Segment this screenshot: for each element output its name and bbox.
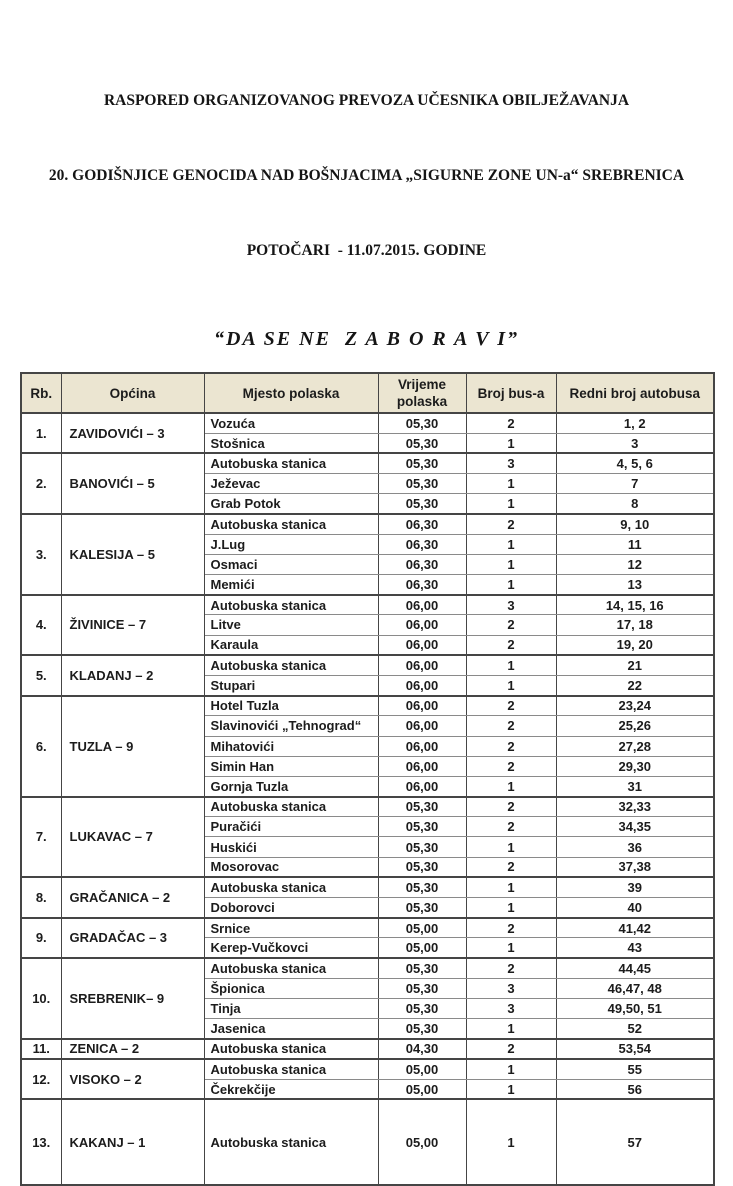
redni-cell: 19, 20: [556, 635, 714, 655]
bus-schedule-table: [20, 372, 715, 1186]
table-header: [21, 373, 714, 413]
rb-cell: 5.: [21, 655, 61, 695]
col-header-vrijeme-polaska: Vrijeme polaska: [378, 373, 466, 413]
broj-cell: 3: [466, 595, 556, 615]
col-header-opcina: Općina: [61, 373, 204, 413]
broj-cell: 3: [466, 998, 556, 1018]
opcina-cell: ZENICA – 2: [61, 1039, 204, 1059]
mjesto-cell: Karaula: [204, 635, 378, 655]
vrijeme-cell: 06,30: [378, 514, 466, 534]
rb-cell: 12.: [21, 1059, 61, 1099]
mjesto-cell: Doborovci: [204, 898, 378, 918]
mjesto-cell: Slavinovići „Tehnograd“: [204, 716, 378, 736]
mjesto-cell: Autobuska stanica: [204, 797, 378, 817]
col-header-broj-bus-a: Broj bus-a: [466, 373, 556, 413]
broj-cell: 2: [466, 958, 556, 978]
redni-cell: 29,30: [556, 756, 714, 776]
mjesto-cell: Simin Han: [204, 756, 378, 776]
opcina-cell: KAKANJ – 1: [61, 1099, 204, 1185]
broj-cell: 1: [466, 1099, 556, 1185]
broj-cell: 1: [466, 1079, 556, 1099]
redni-cell: 56: [556, 1079, 714, 1099]
rb-cell: 2.: [21, 453, 61, 514]
broj-cell: 1: [466, 554, 556, 574]
broj-cell: 2: [466, 635, 556, 655]
table-row: [21, 696, 714, 716]
broj-cell: 1: [466, 1019, 556, 1039]
redni-cell: 32,33: [556, 797, 714, 817]
rb-cell: 10.: [21, 958, 61, 1039]
vrijeme-cell: 06,30: [378, 575, 466, 595]
table-row: [21, 797, 714, 817]
mjesto-cell: Stupari: [204, 675, 378, 695]
redni-cell: 3: [556, 433, 714, 453]
broj-cell: 2: [466, 857, 556, 877]
broj-cell: 1: [466, 534, 556, 554]
redni-cell: 23,24: [556, 696, 714, 716]
vrijeme-cell: 06,00: [378, 615, 466, 635]
mjesto-cell: Kerep-Vučkovci: [204, 938, 378, 958]
table-row: [21, 918, 714, 938]
mjesto-cell: Memići: [204, 575, 378, 595]
opcina-cell: BANOVIĆI – 5: [61, 453, 204, 514]
redni-cell: 40: [556, 898, 714, 918]
col-header-mjesto-polaska: Mjesto polaska: [204, 373, 378, 413]
broj-cell: 2: [466, 1039, 556, 1059]
redni-cell: 34,35: [556, 817, 714, 837]
vrijeme-cell: 06,00: [378, 635, 466, 655]
rb-cell: 13.: [21, 1099, 61, 1185]
rb-cell: 3.: [21, 514, 61, 595]
vrijeme-cell: 05,30: [378, 817, 466, 837]
broj-cell: 2: [466, 615, 556, 635]
rb-cell: 8.: [21, 877, 61, 917]
broj-cell: 1: [466, 494, 556, 514]
vrijeme-cell: 05,30: [378, 1019, 466, 1039]
vrijeme-cell: 06,00: [378, 736, 466, 756]
vrijeme-cell: 06,30: [378, 534, 466, 554]
opcina-cell: KLADANJ – 2: [61, 655, 204, 695]
opcina-cell: ZAVIDOVIĆI – 3: [61, 413, 204, 453]
vrijeme-cell: 05,30: [378, 413, 466, 433]
mjesto-cell: Autobuska stanica: [204, 595, 378, 615]
rb-cell: 4.: [21, 595, 61, 656]
vrijeme-cell: 05,30: [378, 978, 466, 998]
document-title: [0, 0, 733, 313]
redni-cell: 44,45: [556, 958, 714, 978]
mjesto-cell: Tinja: [204, 998, 378, 1018]
vrijeme-cell: 06,00: [378, 655, 466, 675]
vrijeme-cell: 06,00: [378, 716, 466, 736]
broj-cell: 1: [466, 877, 556, 897]
broj-cell: 3: [466, 453, 556, 473]
redni-cell: 49,50, 51: [556, 998, 714, 1018]
broj-cell: 1: [466, 1059, 556, 1079]
col-header-rb: Rb.: [21, 373, 61, 413]
broj-cell: 2: [466, 817, 556, 837]
opcina-cell: SREBRENIK– 9: [61, 958, 204, 1039]
redni-cell: 14, 15, 16: [556, 595, 714, 615]
broj-cell: 2: [466, 696, 556, 716]
schedule-table-body: [21, 413, 714, 1185]
redni-cell: 57: [556, 1099, 714, 1185]
redni-cell: 25,26: [556, 716, 714, 736]
redni-cell: 1, 2: [556, 413, 714, 433]
mjesto-cell: Vozuća: [204, 413, 378, 433]
broj-cell: 3: [466, 978, 556, 998]
redni-cell: 17, 18: [556, 615, 714, 635]
vrijeme-cell: 06,00: [378, 675, 466, 695]
vrijeme-cell: 06,00: [378, 756, 466, 776]
mjesto-cell: Autobuska stanica: [204, 958, 378, 978]
redni-cell: 8: [556, 494, 714, 514]
mjesto-cell: Puračići: [204, 817, 378, 837]
opcina-cell: GRADAČAC – 3: [61, 918, 204, 958]
broj-cell: 2: [466, 918, 556, 938]
rb-cell: 9.: [21, 918, 61, 958]
mjesto-cell: J.Lug: [204, 534, 378, 554]
redni-cell: 22: [556, 675, 714, 695]
mjesto-cell: Čekrekčije: [204, 1079, 378, 1099]
vrijeme-cell: 04,30: [378, 1039, 466, 1059]
redni-cell: 31: [556, 776, 714, 796]
mjesto-cell: Huskići: [204, 837, 378, 857]
vrijeme-cell: 05,00: [378, 938, 466, 958]
table-row: [21, 514, 714, 534]
redni-cell: 55: [556, 1059, 714, 1079]
redni-cell: 13: [556, 575, 714, 595]
opcina-cell: GRAČANICA – 2: [61, 877, 204, 917]
vrijeme-cell: 05,00: [378, 1079, 466, 1099]
col-header-redni-broj-autobusa: Redni broj autobusa: [556, 373, 714, 413]
broj-cell: 2: [466, 413, 556, 433]
vrijeme-cell: 06,00: [378, 776, 466, 796]
mjesto-cell: Hotel Tuzla: [204, 696, 378, 716]
vrijeme-cell: 05,30: [378, 998, 466, 1018]
redni-cell: 21: [556, 655, 714, 675]
redni-cell: 43: [556, 938, 714, 958]
mjesto-cell: Gornja Tuzla: [204, 776, 378, 796]
broj-cell: 1: [466, 776, 556, 796]
mjesto-cell: Autobuska stanica: [204, 655, 378, 675]
broj-cell: 1: [466, 575, 556, 595]
redni-cell: 46,47, 48: [556, 978, 714, 998]
redni-cell: 7: [556, 474, 714, 494]
vrijeme-cell: 05,00: [378, 1099, 466, 1185]
table-row: [21, 1099, 714, 1185]
mjesto-cell: Autobuska stanica: [204, 1059, 378, 1079]
broj-cell: 2: [466, 716, 556, 736]
redni-cell: 12: [556, 554, 714, 574]
table-row: [21, 1059, 714, 1079]
mjesto-cell: Autobuska stanica: [204, 1099, 378, 1185]
mjesto-cell: Špionica: [204, 978, 378, 998]
broj-cell: 1: [466, 837, 556, 857]
rb-cell: 7.: [21, 797, 61, 878]
redni-cell: 4, 5, 6: [556, 453, 714, 473]
broj-cell: 1: [466, 474, 556, 494]
vrijeme-cell: 05,30: [378, 958, 466, 978]
mjesto-cell: Autobuska stanica: [204, 877, 378, 897]
broj-cell: 1: [466, 938, 556, 958]
opcina-cell: LUKAVAC – 7: [61, 797, 204, 878]
rb-cell: 11.: [21, 1039, 61, 1059]
header-row: [21, 373, 714, 413]
table-row: [21, 413, 714, 433]
mjesto-cell: Osmaci: [204, 554, 378, 574]
vrijeme-cell: 06,00: [378, 696, 466, 716]
redni-cell: 11: [556, 534, 714, 554]
broj-cell: 2: [466, 514, 556, 534]
vrijeme-cell: 05,30: [378, 474, 466, 494]
mjesto-cell: Stošnica: [204, 433, 378, 453]
broj-cell: 2: [466, 736, 556, 756]
title-line-1: RASPORED ORGANIZOVANOG PREVOZA UČESNIKA OBILJEŽAVANJA: [103, 92, 630, 109]
mjesto-cell: Jasenica: [204, 1019, 378, 1039]
redni-cell: 39: [556, 877, 714, 897]
mjesto-cell: Grab Potok: [204, 494, 378, 514]
vrijeme-cell: 05,30: [378, 797, 466, 817]
table-row: [21, 655, 714, 675]
mjesto-cell: Autobuska stanica: [204, 453, 378, 473]
redni-cell: 41,42: [556, 918, 714, 938]
vrijeme-cell: 05,30: [378, 898, 466, 918]
redni-cell: 52: [556, 1019, 714, 1039]
rb-cell: 1.: [21, 413, 61, 453]
redni-cell: 36: [556, 837, 714, 857]
mjesto-cell: Ježevac: [204, 474, 378, 494]
opcina-cell: KALESIJA – 5: [61, 514, 204, 595]
table-row: [21, 1039, 714, 1059]
title-line-2: 20. GODIŠNJICE GENOCIDA NAD BOŠNJACIMA „SIGURNE ZONE UN-a“ SREBRENICA: [48, 167, 685, 184]
redni-cell: 27,28: [556, 736, 714, 756]
vrijeme-cell: 05,30: [378, 453, 466, 473]
title-line-3: POTOČARI - 11.07.2015. GODINE: [246, 242, 487, 259]
broj-cell: 2: [466, 756, 556, 776]
vrijeme-cell: 06,00: [378, 595, 466, 615]
broj-cell: 1: [466, 675, 556, 695]
broj-cell: 2: [466, 797, 556, 817]
motto-text: “DA SE NE Z A B O R A V I”: [213, 328, 519, 350]
redni-cell: 37,38: [556, 857, 714, 877]
vrijeme-cell: 05,00: [378, 918, 466, 938]
table-row: [21, 595, 714, 615]
table-row: [21, 453, 714, 473]
opcina-cell: ŽIVINICE – 7: [61, 595, 204, 656]
mjesto-cell: Litve: [204, 615, 378, 635]
redni-cell: 9, 10: [556, 514, 714, 534]
vrijeme-cell: 05,30: [378, 494, 466, 514]
table-row: [21, 958, 714, 978]
mjesto-cell: Autobuska stanica: [204, 514, 378, 534]
vrijeme-cell: 05,30: [378, 433, 466, 453]
vrijeme-cell: 05,30: [378, 857, 466, 877]
vrijeme-cell: 05,00: [378, 1059, 466, 1079]
broj-cell: 1: [466, 433, 556, 453]
mjesto-cell: Mosorovac: [204, 857, 378, 877]
broj-cell: 1: [466, 898, 556, 918]
vrijeme-cell: 05,30: [378, 837, 466, 857]
opcina-cell: TUZLA – 9: [61, 696, 204, 797]
rb-cell: 6.: [21, 696, 61, 797]
opcina-cell: VISOKO – 2: [61, 1059, 204, 1099]
table-row: [21, 877, 714, 897]
redni-cell: 53,54: [556, 1039, 714, 1059]
mjesto-cell: Autobuska stanica: [204, 1039, 378, 1059]
mjesto-cell: Srnice: [204, 918, 378, 938]
broj-cell: 1: [466, 655, 556, 675]
vrijeme-cell: 05,30: [378, 877, 466, 897]
vrijeme-cell: 06,30: [378, 554, 466, 574]
mjesto-cell: Mihatovići: [204, 736, 378, 756]
